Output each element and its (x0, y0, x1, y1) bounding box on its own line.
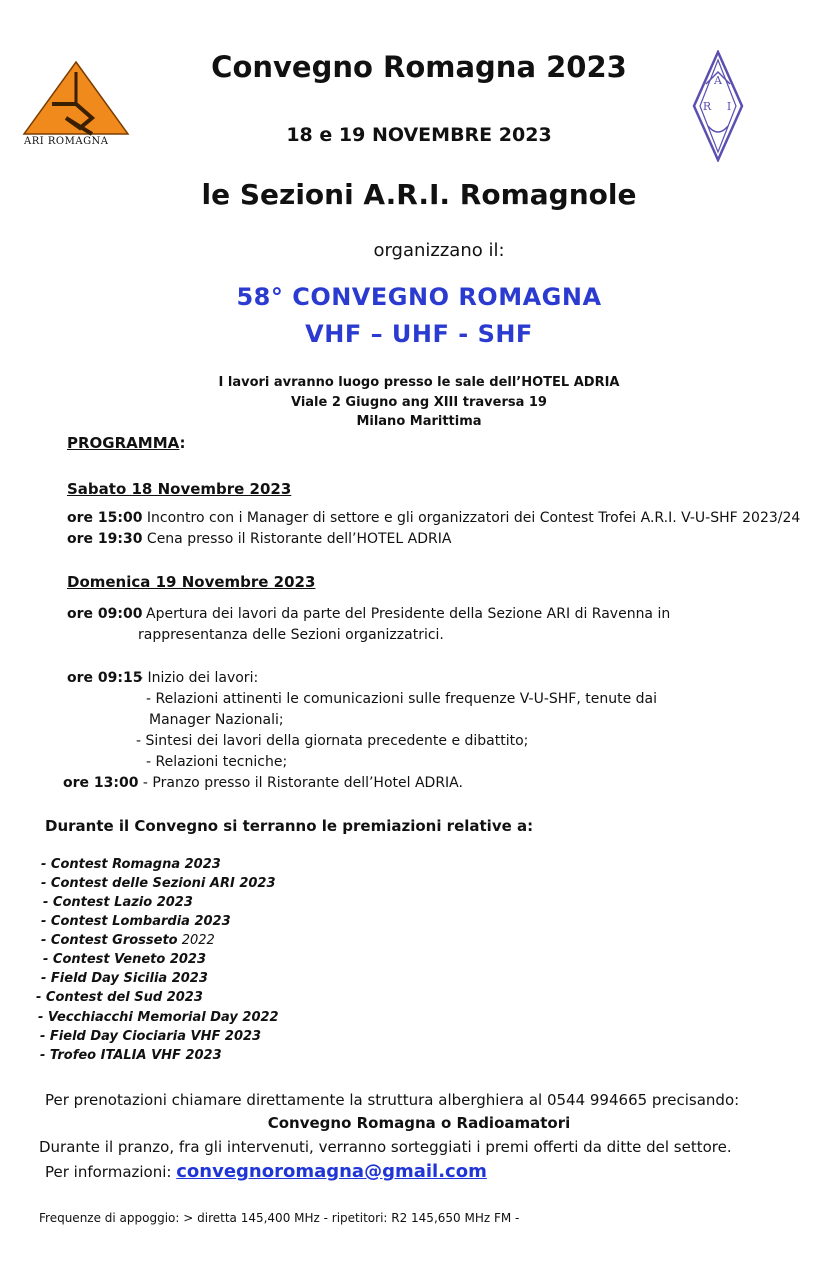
item-text: - Pranzo presso il Ristorante dell’Hotel ADRIA. (138, 775, 463, 791)
award-item (41, 933, 215, 948)
award-item (38, 1010, 279, 1025)
logo-letter: I (726, 100, 732, 113)
award-name: - Contest Romagna 2023 (41, 857, 221, 872)
organizers-heading: le Sezioni A.R.I. Romagnole (201, 178, 637, 211)
award-name: - Contest del Sud 2023 (36, 990, 203, 1005)
saturday-item (67, 531, 451, 547)
item-text: Apertura dei lavori da parte del Presidente della Sezione ARI di Ravenna in (146, 606, 671, 622)
booking-code: Convegno Romagna o Radioamatori (267, 1114, 571, 1132)
item-time: ore 09:15 (67, 670, 143, 686)
programma-label: PROGRAMMA (67, 434, 180, 452)
item-text: - Relazioni tecniche; (146, 754, 288, 770)
logo-letter: A (714, 74, 722, 87)
item-text: rappresentanza delle Sezioni organizzatrici. (138, 627, 444, 643)
awards-heading: Durante il Convegno si terranno le premiazioni relative a: (45, 817, 534, 835)
award-name: - Vecchiacchi Memorial Day 2022 (38, 1010, 279, 1025)
award-name: - Contest delle Sezioni ARI 2023 (41, 876, 276, 891)
award-item (40, 1029, 261, 1044)
item-time: ore 15:00 (67, 510, 143, 526)
saturday-item (67, 510, 800, 526)
sunday-item (63, 775, 463, 791)
award-item (43, 952, 206, 967)
sunday-heading: Domenica 19 Novembre 2023 (67, 573, 316, 591)
raffle-text: Durante il pranzo, fra gli intervenuti, verranno sorteggiati i premi offerti da ditte del settore. (39, 1138, 732, 1156)
award-item (41, 876, 276, 891)
item-text: - Inizio dei lavori: (138, 670, 259, 686)
item-text: Manager Nazionali; (149, 712, 284, 728)
item-text: - Sintesi dei lavori della giornata precedente e dibattito; (136, 733, 529, 749)
award-name: - Contest Veneto 2023 (43, 952, 207, 967)
award-item (36, 990, 203, 1005)
award-name: - Field Day Sicilia 2023 (41, 971, 208, 986)
item-text: - Relazioni attinenti le comunicazioni sulle frequenze V-U-SHF, tenute dai (146, 691, 658, 707)
event-dates: 18 e 19 NOVEMBRE 2023 (286, 124, 552, 146)
venue-line1: I lavori avranno luogo presso le sale dell’HOTEL ADRIA (218, 375, 620, 390)
venue-line2: Viale 2 Giugno ang XIII traversa 19 (291, 395, 547, 410)
saturday-heading: Sabato 18 Novembre 2023 (67, 480, 292, 498)
item-text: Cena presso il Ristorante dell’HOTEL ADRIA (142, 531, 452, 547)
item-text: Incontro con i Manager di settore e gli organizzatori dei Contest Trofei A.R.I. V-U-SHF 2023/24 (142, 510, 801, 526)
award-item (40, 1048, 222, 1063)
award-item (41, 914, 231, 929)
event-title-line1: 58° CONVEGNO ROMAGNA (236, 283, 602, 311)
organize-text: organizzano il: (373, 240, 505, 261)
logo-caption: ARI ROMAGNA (24, 136, 109, 147)
item-time: ore 13:00 (63, 775, 139, 791)
programma-colon: : (179, 434, 186, 452)
frequencies-text: Frequenze di appoggio: > diretta 145,400 MHz - ripetitori: R2 145,650 MHz FM - (39, 1211, 520, 1225)
award-extra: 2022 (177, 933, 215, 948)
award-name: - Field Day Ciociaria VHF 2023 (40, 1029, 262, 1044)
programma-heading (67, 434, 186, 452)
event-title-line2: VHF – UHF - SHF (305, 320, 533, 348)
award-item (41, 971, 208, 986)
document-title: Convegno Romagna 2023 (211, 50, 627, 84)
logo-letter: R (702, 100, 712, 113)
venue-line3: Milano Marittima (356, 414, 482, 429)
award-name: - Contest Lazio 2023 (43, 895, 193, 910)
award-item (41, 857, 221, 872)
award-name: - Contest Grosseto (41, 933, 178, 948)
info-line (45, 1161, 487, 1182)
award-item (43, 895, 193, 910)
item-time: ore 09:00 (67, 606, 143, 622)
item-time: ore 19:30 (67, 531, 143, 547)
award-name: - Contest Lombardia 2023 (41, 914, 231, 929)
email-link[interactable]: convegnoromagna@gmail.com (176, 1161, 487, 1182)
booking-text: Per prenotazioni chiamare direttamente la struttura alberghiera al 0544 994665 precisando: (45, 1091, 740, 1109)
info-label: Per informazioni: (45, 1163, 177, 1181)
award-name: - Trofeo ITALIA VHF 2023 (40, 1048, 222, 1063)
